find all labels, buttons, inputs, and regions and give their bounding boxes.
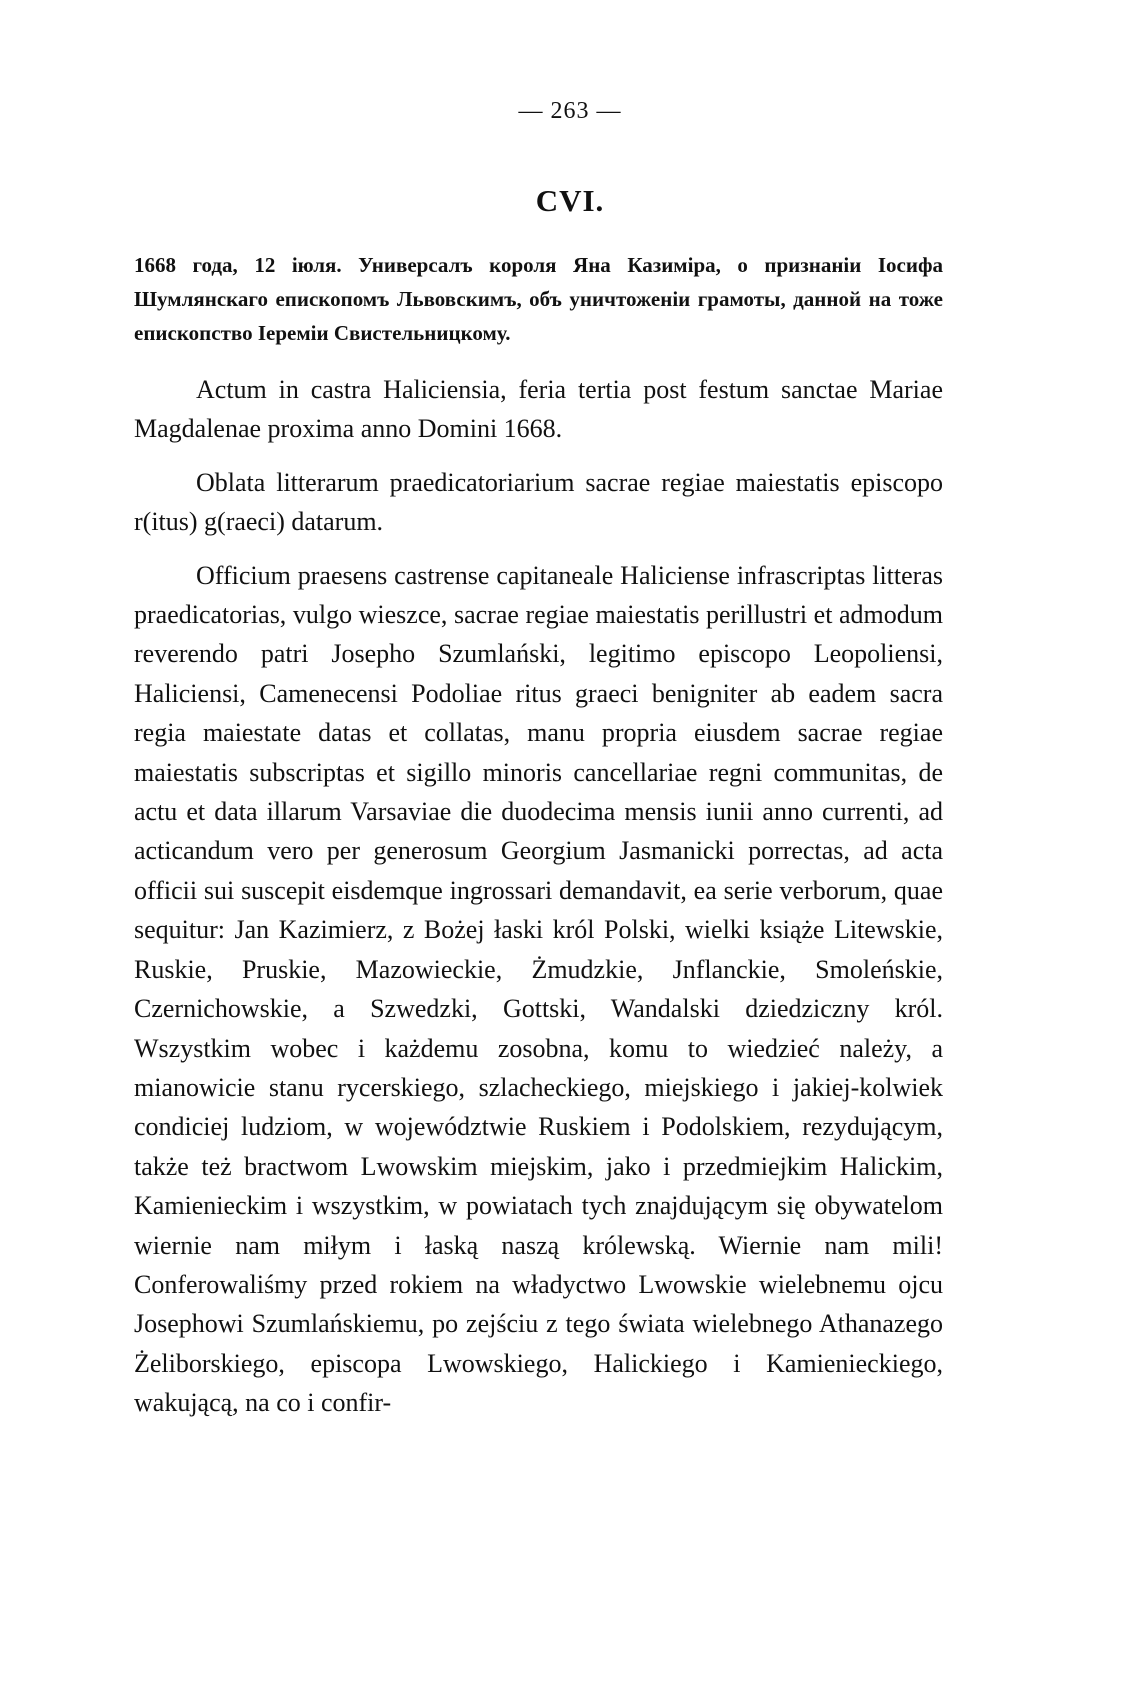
document-body [134, 370, 943, 1437]
paragraph-actum: Actum in castra Haliciensia, feria tertia post festum sanctae Mariae Magdalenae proxima anno Domini 1668. [134, 375, 943, 444]
document-number: CVI. [535, 183, 605, 218]
paragraph-oblata: Oblata litterarum praedicatoriarium sacrae regiae maiestatis episcopo r(itus) g(raeci) datarum. [134, 467, 943, 537]
page-number: — 263 — [518, 98, 622, 124]
document-heading: 1668 года, 12 іюля. Универсалъ короля Яна Казиміра, о признаніи Іосифа Шумлянскаго епископомъ Львовскимъ, объ уничтоженіи грамоты, данной на тоже епископство Іереміи Свистельницкому. [134, 253, 943, 345]
paragraph-officium: Officium praesens castrense capitaneale Haliciense infrascriptas litteras praedicatorias, vulgo wieszce, sacrae regiae maiestatis perillustri et admodum reverendo patri Josepho Szumlański, legitimo episcopo Leopoliensi, Haliciensi, Camenecensi Podoliae ritus graeci benigniter ab eadem sacra regia maiestate datas et collatas, manu propria eiusdem sacrae regiae maiestatis subscriptas et sigillo minoris cancellariae regni communitas, de actu et data illarum Varsaviae die duodecima mensis iunii anno currenti, ad acticandum vero per generosum Georgium Jasmanicki porrectas, ad acta officii sui suscepit eisdemque ingrossari demandavit, ea serie verborum, quae sequitur: Jan Kazimierz, z Bożej łaski król Polski, wielki książe Litewskie, Ruskie, Pruskie, Mazowieckie, Żmudzkie, Jnflanckie, Smoleńskie, Czernichowskie, a Szwedzki, Gottski, Wandalski dziedziczny król. Wszystkim wobec i każdemu zosobna, komu to wiedzieć należy, a mianowicie stanu rycerskiego, szlacheckiego, miejskiego i jakiej-kolwiek condiciej ludziom, w województwie Ruskiem i Podolskiem, rezydującym, także też bractwom Lwowskim miejskim, jako i przedmiejkim Halickim, Kamienieckim i wszystkim, w powiatach tych znajdującym się obywatelom wiernie nam miłym i łaską naszą królewską. Wiernie nam mili! Conferowaliśmy przed rokiem na władyctwo Lwowskie wielebnemu ojcu Josephowi Szumlańskiemu, po zejściu z tego świata wielebnego Athanazego Żeliborskiego, episcopa Lwowskiego, Halickiego i Kamienieckiego, wakującą, na co i confir- [134, 560, 943, 1418]
